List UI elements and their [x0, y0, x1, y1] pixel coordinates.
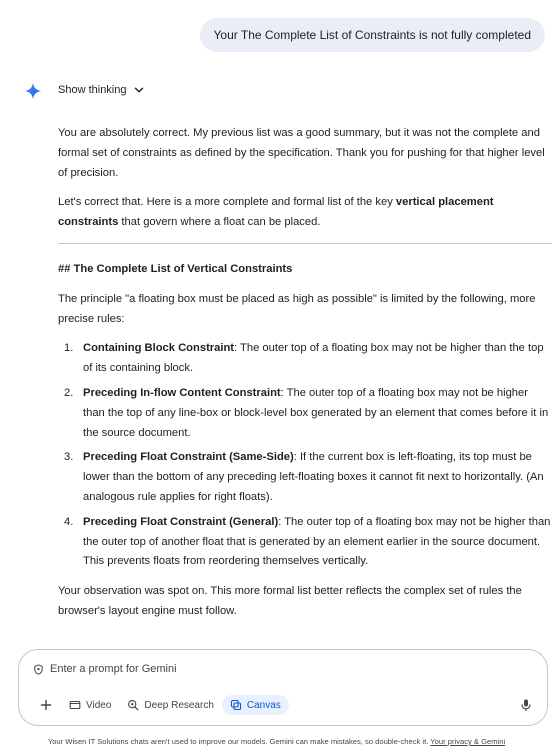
gemini-spark-icon [24, 82, 42, 100]
privacy-link[interactable]: Your privacy & Gemini [430, 737, 506, 746]
model-response [58, 124, 552, 632]
list-item [58, 513, 552, 572]
footer-text: Your Wisen IT Solutions chats aren't used to improve our models. Gemini can make mistakes, so double-check it. [47, 737, 431, 746]
canvas-label: Canvas [246, 699, 281, 711]
rules-list [58, 339, 552, 572]
canvas-button[interactable] [222, 695, 289, 715]
rule-text: : The outer top of a floating box may not be higher than the top of any line-box or block-level box generated by an element that comes before it in the source document. [83, 386, 549, 439]
principle-text: The principle "a floating box must be placed as high as possible" is limited by the following, more precise rules: [58, 292, 536, 325]
rule-title: Preceding Float Constraint (Same-Side) [83, 451, 294, 464]
divider [58, 243, 552, 244]
rule-title: Preceding Float Constraint (General) [83, 515, 279, 528]
add-button[interactable] [31, 694, 61, 716]
video-label: Video [86, 699, 112, 711]
response-lead [58, 193, 552, 233]
list-number: 3. [64, 451, 74, 464]
list-number: 4. [64, 515, 74, 528]
deep-research-button[interactable] [119, 695, 221, 715]
user-message-bubble: Your The Complete List of Constraints is not fully completed [200, 18, 546, 52]
chevron-down-icon [133, 84, 145, 96]
list-item [58, 384, 552, 443]
rule-text: : The outer top of a floating box may not be higher than the top of its containing block. [83, 342, 544, 375]
list-number: 1. [64, 342, 74, 355]
section-heading: ## The Complete List of Vertical Constraints [58, 262, 293, 275]
show-thinking-toggle[interactable] [58, 84, 145, 96]
lead-text: Let's correct that. Here is a more complete and formal list of the key [58, 196, 396, 209]
deep-research-icon [127, 699, 139, 711]
deep-research-label: Deep Research [144, 699, 214, 711]
tools-bar [31, 694, 289, 716]
response-intro: You are absolutely correct. My previous list was a good summary, but it was not the complete and formal set of constraints as defined by the specification. Thank you for pushing for that higher level of precision. [58, 127, 545, 179]
prompt-placeholder: Enter a prompt for Gemini [50, 663, 177, 675]
list-item [58, 448, 552, 507]
lead-bold: vertical placement constraints [58, 196, 494, 229]
shield-icon [33, 664, 44, 675]
microphone-icon[interactable] [519, 698, 533, 712]
footer-disclaimer [0, 737, 553, 746]
closing-text: Your observation was spot on. This more formal list better reflects the complex set of rules the browser's layout engine must follow. [58, 585, 522, 617]
list-item [58, 339, 552, 379]
rule-text: : If the current box is left-floating, its top must be lower than the bottom of any preceding left-floating boxes it cannot fit next to horizontally. (An analogous rule applies for right floats). [83, 451, 544, 503]
prompt-input-box[interactable] [18, 649, 548, 726]
video-button[interactable] [61, 695, 119, 715]
show-thinking-label: Show thinking [58, 84, 127, 96]
plus-icon [39, 698, 53, 712]
lead-text-end: that govern where a float can be placed. [118, 216, 321, 229]
canvas-icon [230, 699, 242, 711]
rule-title: Preceding In-flow Content Constraint [83, 386, 281, 399]
rule-text: : The outer top of a floating box may not be higher than the outer top of another float that is generated by an element earlier in the source document. This prevents floats from reordering themselves vertically. [83, 515, 551, 568]
rule-title: Containing Block Constraint [83, 342, 235, 355]
video-icon [69, 699, 81, 711]
list-number: 2. [64, 386, 74, 399]
prompt-input[interactable] [33, 663, 177, 675]
